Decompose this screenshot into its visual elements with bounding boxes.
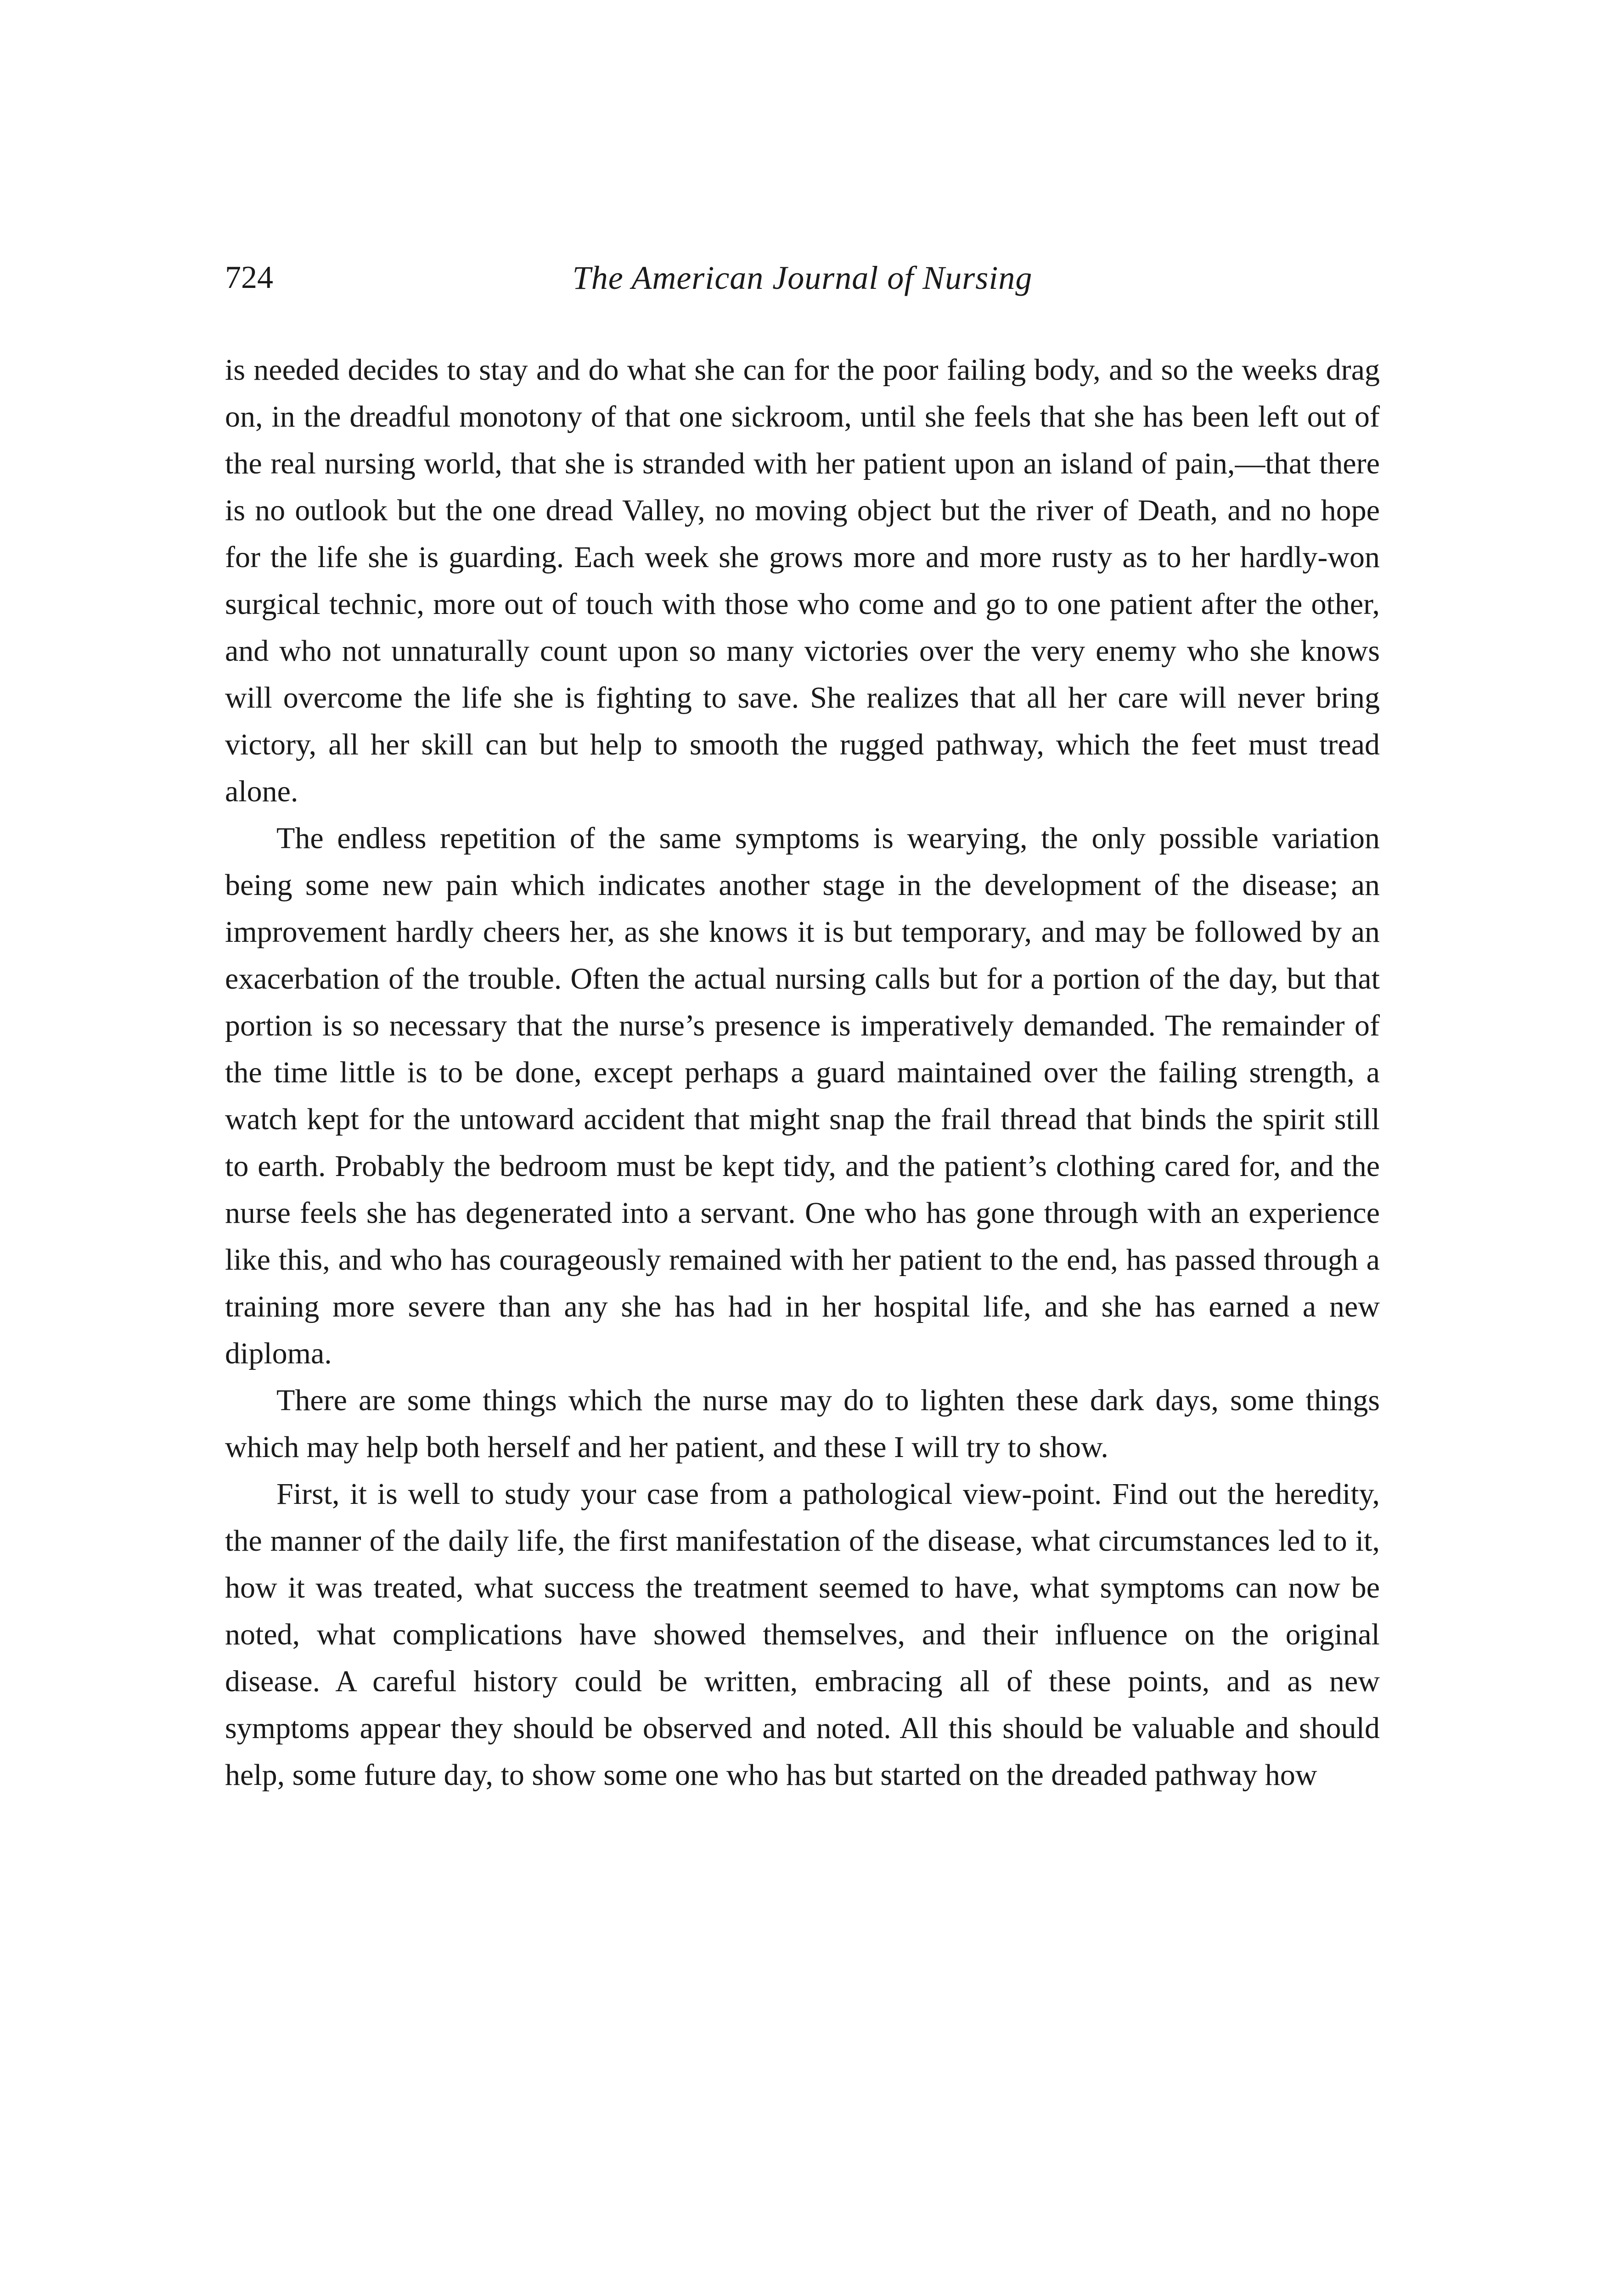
- page-header: [225, 255, 1380, 301]
- paragraph-2: The endless repetition of the same symptoms is wearying, the only possible variation being some new pain which indicates another stage in the development of the disease; an improvement hardly cheers her, as she knows it is but temporary, and may be followed by an exacerbation of the trouble. Often the actual nursing calls but for a portion of the day, but that portion is so necessary that the nurse’s presence is imperatively demanded. The remainder of the time little is to be done, except perhaps a guard maintained over the failing strength, a watch kept for the untoward accident that might snap the frail thread that binds the spirit still to earth. Probably the bedroom must be kept tidy, and the patient’s clothing cared for, and the nurse feels she has degenerated into a servant. One who has gone through with an experience like this, and who has courageously remained with her patient to the end, has passed through a training more severe than any she has had in her hospital life, and she has earned a new diploma.: [225, 822, 1380, 1370]
- page-number: 724: [225, 260, 273, 295]
- article-body: [225, 347, 1380, 1799]
- paragraph-1: is needed decides to stay and do what she can for the poor failing body, and so the weeks drag on, in the dreadful monotony of that one sickroom, until she feels that she has been left out of the real nursing world, that she is stranded with her patient upon an island of pain,—that there is no outlook but the one dread Valley, no moving object but the river of Death, and no hope for the life she is guarding. Each week she grows more and more rusty as to her hardly-won surgical technic, more out of touch with those who come and go to one patient after the other, and who not unnaturally count upon so many victories over the very enemy who she knows will overcome the life she is fighting to save. She realizes that all her care will never bring victory, all her skill can but help to smooth the rugged pathway, which the feet must tread alone.: [225, 353, 1380, 808]
- paragraph-3: There are some things which the nurse may do to lighten these dark days, some things which may help both herself and her patient, and these I will try to show.: [225, 1384, 1380, 1464]
- running-head: The American Journal of Nursing: [572, 259, 1033, 296]
- paragraph-4: First, it is well to study your case from a pathological view-point. Find out the heredity, the manner of the daily life, the first manifestation of the disease, what circumstances led to it, how it was treated, what success the treatment seemed to have, what symptoms can now be noted, what complications have showed themselves, and their influence on the original disease. A careful history could be written, embracing all of these points, and as new symptoms appear they should be observed and noted. All this should be valuable and should help, some future day, to show some one who has but started on the dreaded pathway how: [225, 1477, 1380, 1792]
